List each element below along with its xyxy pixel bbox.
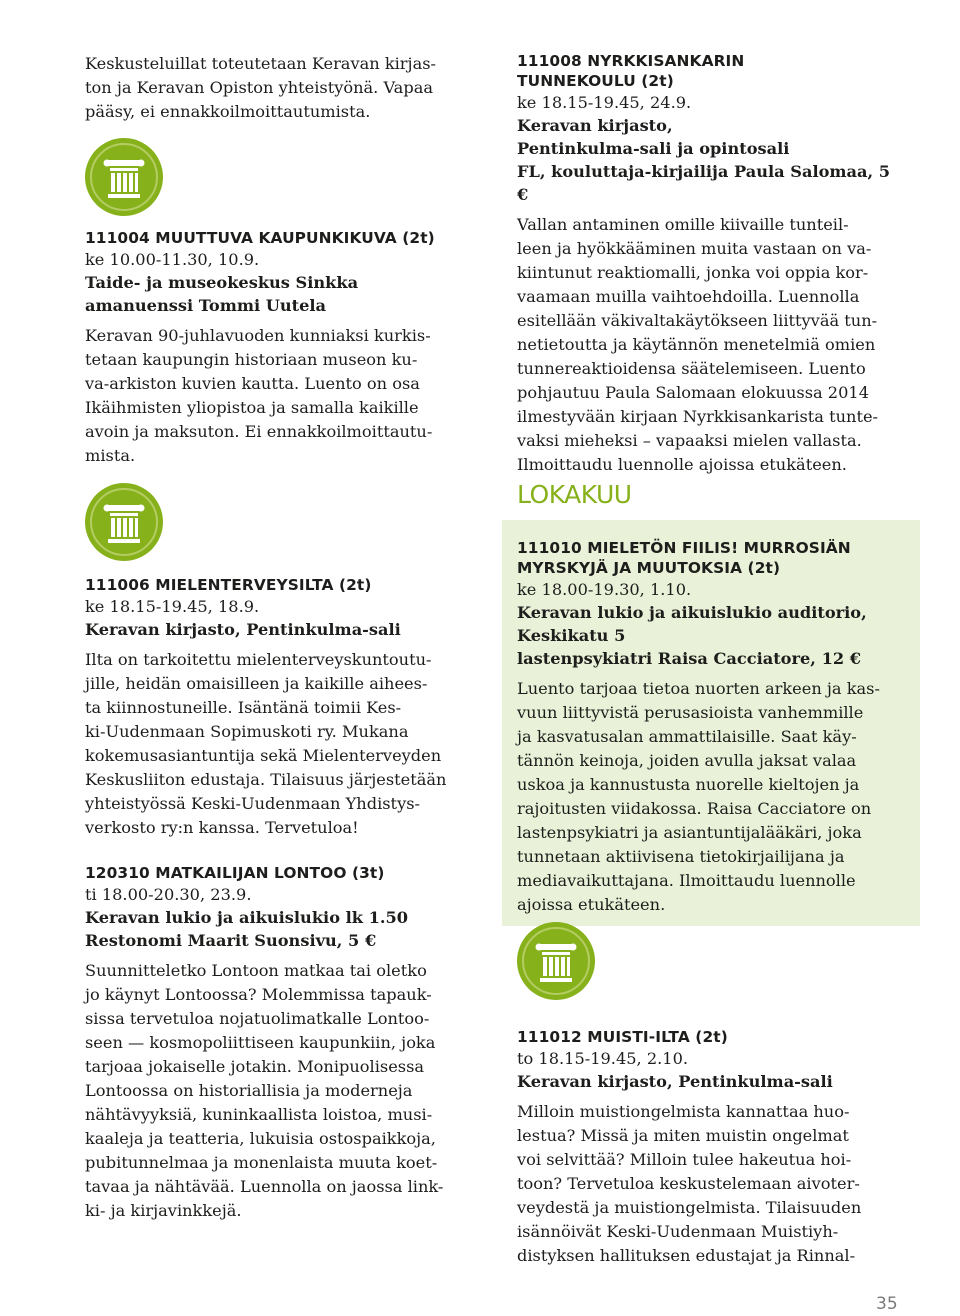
event-body-line: vaamaan muilla vaihtoehdoilla. Luennolla: [517, 287, 860, 306]
event-body-line: leen ja hyökkääminen muita vastaan on va-: [517, 239, 872, 258]
event-body-line: jille, heidän omaisilleen ja kaikille aihees-: [85, 674, 428, 693]
event-title: 111008 NYRKKISANKARIN: [517, 52, 745, 70]
event-body-line: ajoissa etukäteen.: [517, 895, 666, 914]
event-120310: [85, 863, 468, 1223]
intro-line: ton ja Keravan Opiston yhteistyönä. Vapaa: [85, 78, 433, 97]
event-place: Taide- ja museokeskus Sinkka: [85, 273, 359, 292]
event-body-line: Luento tarjoaa tietoa nuorten arkeen ja kas-: [517, 679, 880, 698]
event-body-line: tännön keinoja, joiden avulla jaksat valaa: [517, 751, 857, 770]
event-title: TUNNEKOULU (2t): [517, 72, 674, 90]
event-body-line: lestua? Missä ja miten muistin ongelmat: [517, 1126, 849, 1145]
event-place: Keravan lukio ja aikuislukio lk 1.50: [85, 908, 409, 927]
event-body-line: isännöivät Keski-Uudenmaan Muistiyh-: [517, 1222, 839, 1241]
event-body-line: sissa tervetuloa nojatuolimatkalle Lontoo-: [85, 1009, 430, 1028]
event-body-line: esitellään väkivaltakäytökseen liittyvää tun-: [517, 311, 878, 330]
event-date: ti 18.00-20.30, 23.9.: [85, 885, 252, 904]
event-place: Keravan lukio ja aikuislukio auditorio,: [517, 603, 867, 622]
event-body-line: kaaleja ja teatteria, lukuisia ostospaikkoja,: [85, 1129, 436, 1148]
event-date: ke 10.00-11.30, 10.9.: [85, 250, 260, 269]
event-body-line: tunnereaktioidensa säätelemiseen. Luento: [517, 359, 866, 378]
event-111012: [517, 1027, 904, 1268]
column-pillar-icon: [85, 138, 163, 216]
event-body-line: mediavaikuttajana. Ilmoittaudu luennolle: [517, 871, 856, 890]
event-title: MYRSKYJÄ JA MUUTOKSIA (2t): [517, 559, 781, 577]
event-place: Restonomi Maarit Suonsivu, 5 €: [85, 931, 377, 950]
event-111004: [85, 228, 468, 468]
column-pillar-icon: [85, 483, 163, 561]
event-body-line: lastenpsykiatri ja asiantuntijalääkäri, joka: [517, 823, 862, 842]
event-body-line: ja kasvatusalan ammattilaisille. Saat käy-: [517, 727, 857, 746]
event-title: 111004 MUUTTUVA KAUPUNKIKUVA (2t): [85, 229, 435, 247]
event-body-line: vuun liittyvistä perusasioista vanhemmille: [517, 703, 864, 722]
event-place: lastenpsykiatri Raisa Cacciatore, 12 €: [517, 649, 862, 668]
event-body-line: voi selvittää? Milloin tulee hakeutua hoi-: [517, 1150, 852, 1169]
event-body-line: pohjautuu Paula Salomaan elokuussa 2014: [517, 383, 869, 402]
event-title: 120310 MATKAILIJAN LONTOO (3t): [85, 864, 385, 882]
event-body-line: jo käynyt Lontoossa? Molemmissa tapauk-: [85, 985, 432, 1004]
page-number: 35: [876, 1294, 898, 1314]
event-body-line: kiintunut reaktiomalli, jonka voi oppia kor-: [517, 263, 869, 282]
event-111008: [517, 51, 904, 477]
event-body-line: uskoa ja kannustusta nuorelle kieltojen ja: [517, 775, 860, 794]
event-111006: [85, 575, 468, 840]
event-date: ke 18.15-19.45, 18.9.: [85, 597, 260, 616]
event-place: Keravan kirjasto,: [517, 116, 673, 135]
event-body-line: vaksi mieheksi – vapaaksi mielen vallasta.: [517, 431, 862, 450]
event-body-line: distyksen hallituksen edustajat ja Rinnal-: [517, 1246, 856, 1265]
event-body-line: ki- ja kirjavinkkejä.: [85, 1201, 242, 1220]
event-body-line: ki-Uudenmaan Sopimuskoti ry. Mukana: [85, 722, 409, 741]
event-body-line: Lontoossa on historiallisia ja moderneja: [85, 1081, 413, 1100]
event-place: Keskikatu 5: [517, 626, 626, 645]
event-body-line: Vallan antaminen omille kiivaille tunteil-: [517, 215, 849, 234]
event-body-line: pubitunnelmaa ja monenlaista muuta koet-: [85, 1153, 438, 1172]
event-body-line: ilmestyvään kirjaan Nyrkkisankarista tunte-: [517, 407, 878, 426]
intro-paragraph: [85, 52, 468, 124]
event-body-line: toon? Tervetuloa keskustelemaan aivoter-: [517, 1174, 860, 1193]
month-heading: LOKAKUU: [517, 480, 632, 509]
event-place: FL, kouluttaja-kirjailija Paula Salomaa, 5 €: [517, 162, 891, 204]
event-title: 111010 MIELETÖN FIILIS! MURROSIÄN: [517, 539, 851, 557]
intro-line: pääsy, ei ennakkoilmoittautumista.: [85, 102, 371, 121]
intro-line: Keskusteluillat toteutetaan Keravan kirjas-: [85, 54, 436, 73]
event-body-line: nähtävyyksiä, kuninkaallista loistoa, musi-: [85, 1105, 433, 1124]
event-title: 111012 MUISTI-ILTA (2t): [517, 1028, 728, 1046]
event-body-line: ta kiinnostuneille. Isäntänä toimii Kes-: [85, 698, 402, 717]
event-body-line: verkosto ry:n kanssa. Tervetuloa!: [85, 818, 359, 837]
event-body-line: Ikäihmisten yliopistoa ja samalla kaikille: [85, 398, 419, 417]
event-body-line: tarjoaa jokaiselle jotakin. Monipuolisessa: [85, 1057, 425, 1076]
event-body-line: tavaa ja nähtävää. Luennolla on jaossa link-: [85, 1177, 444, 1196]
event-body-line: Ilta on tarkoitettu mielenterveyskuntoutu-: [85, 650, 432, 669]
event-date: to 18.15-19.45, 2.10.: [517, 1049, 689, 1068]
event-body-line: Keravan 90-juhlavuoden kunniaksi kurkis-: [85, 326, 431, 345]
event-body-line: tetaan kaupungin historiaan museon ku-: [85, 350, 418, 369]
event-body-line: Milloin muistiongelmista kannattaa huo-: [517, 1102, 850, 1121]
event-place: Keravan kirjasto, Pentinkulma-sali: [517, 1072, 833, 1091]
event-date: ke 18.15-19.45, 24.9.: [517, 93, 692, 112]
event-body-line: rajoitusten viidakossa. Raisa Cacciatore on: [517, 799, 872, 818]
column-pillar-icon: [517, 922, 595, 1000]
event-place: amanuenssi Tommi Uutela: [85, 296, 327, 315]
event-body-line: netietoutta ja käytännön menetelmiä omien: [517, 335, 876, 354]
event-body-line: yhteistyössä Keski-Uudenmaan Yhdistys-: [85, 794, 420, 813]
event-body-line: Keskusliiton edustaja. Tilaisuus järjestetään: [85, 770, 447, 789]
event-place: Keravan kirjasto, Pentinkulma-sali: [85, 620, 401, 639]
event-111010: [517, 538, 904, 917]
event-body-line: avoin ja maksuton. Ei ennakkoilmoittautu-: [85, 422, 433, 441]
event-title: 111006 MIELENTERVEYSILTA (2t): [85, 576, 372, 594]
event-body-line: Suunnitteletko Lontoon matkaa tai oletko: [85, 961, 427, 980]
event-body-line: tunnetaan aktiivisena tietokirjailijana ja: [517, 847, 845, 866]
event-body-line: seen — kosmopoliittiseen kaupunkiin, joka: [85, 1033, 436, 1052]
event-body-line: Ilmoittaudu luennolle ajoissa etukäteen.: [517, 455, 847, 474]
event-date: ke 18.00-19.30, 1.10.: [517, 580, 692, 599]
event-body-line: mista.: [85, 446, 136, 465]
event-body-line: veydestä ja muistiongelmista. Tilaisuuden: [517, 1198, 862, 1217]
event-place: Pentinkulma-sali ja opintosali: [517, 139, 790, 158]
event-body-line: va-arkiston kuvien kautta. Luento on osa: [85, 374, 420, 393]
event-body-line: kokemusasiantuntija sekä Mielenterveyden: [85, 746, 442, 765]
